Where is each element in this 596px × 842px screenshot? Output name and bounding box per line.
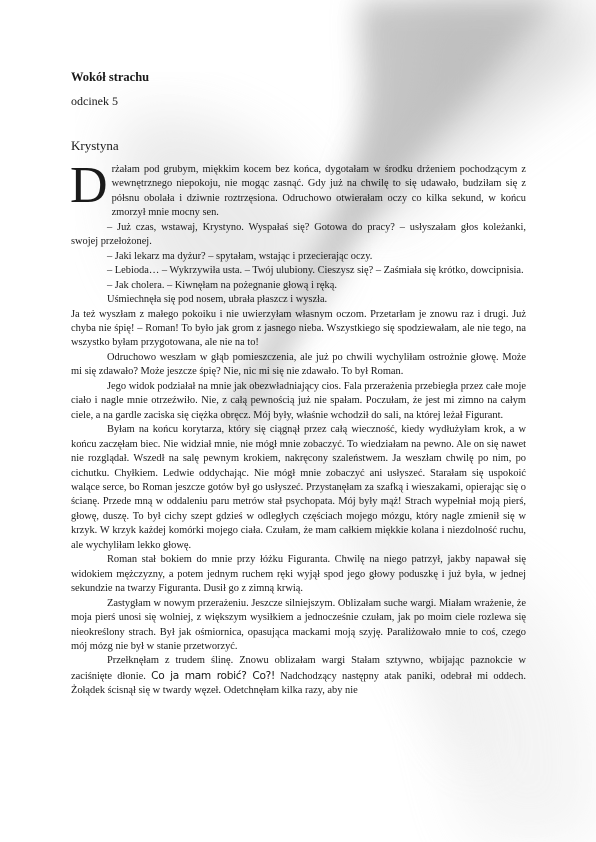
- dialogue-line: – Lebioda… – Wykrzywiła usta. – Twój ulubiony. Cieszysz się? – Zaśmiała się krótko, dowcipnisia.: [107, 265, 524, 277]
- dialogue-line: Uśmiechnęła się pod nosem, ubrała płaszcz i wyszła.: [107, 294, 328, 306]
- paragraph: Odruchowo weszłam w głąb pomieszczenia, ale już po chwili wychyliłam ostrożnie głowę. Może mi się zdawało? Może jeszcze śpię? Nie, nic mi się nie zdawało. To był Roman.: [71, 351, 526, 378]
- paragraph: Ja też wyszłam z małego pokoiku i nie uwierzyłam własnym oczom. Przetarłam je znowu raz i drugi. Już chyba nie śpię! – Roman! To było jak grom z jasnego nieba. Wszystkiego się spodziewałam, ale nie tego, na wszystko byłam przygotowana, ale nie na to!: [71, 308, 526, 349]
- paragraph: Jego widok podziałał na mnie jak obezwładniający cios. Fala przerażenia przebiegła przez całe moje ciało i nagle mnie otrzeźwiło. Nie, z całą pewnością już nie spałam. Poczułam, że jest mi zimno na całym ciele, a na gardle zaciska się ciężka obręcz. Mój były, właśnie wchodził do sali, na której leżał Figurant.: [71, 380, 526, 421]
- author-name: Krystyna: [71, 138, 119, 153]
- story-title: Wokół strachu: [71, 70, 150, 84]
- dialogue-line: – Jaki lekarz ma dyżur? – spytałam, wstając i przecierając oczy.: [107, 250, 373, 262]
- paragraph-last: [71, 654, 526, 698]
- dialogue-line: – Jak cholera. – Kiwnęłam na pożegnanie głową i ręką.: [107, 279, 337, 291]
- inner-thought: Co ja mam robić? Co?!: [151, 669, 275, 682]
- story-body: [70, 157, 526, 699]
- episode-subtitle: odcinek 5: [71, 94, 118, 108]
- paragraph-last-end: Nadchodzący następny atak paniki, odebrał mi oddech. Żołądek ścisnął się w twardy węzeł. Odetchnęłam kilka razy, aby nie: [71, 670, 526, 697]
- paragraph: Byłam na końcu korytarza, który się ciągnął przez całą wieczność, kiedy wydłużyłam krok, a w końcu zaczęłam biec. Nie widział mnie, nie mógł mnie zobaczyć. To wiedziałam na pewno. Ale on się nawet nie rozglądał. Wszedł na salę pewnym krokiem, nakręcony szaleństwem. Ja weszłam chwilę po nim, po cichutku. Chyłkiem. Ledwie oddychając. Nie mógł mnie zobaczyć ani usłyszeć. Starałam się uspokoić walące serce, bo Roman jeszcze gotów był go usłyszeć. Przystanęłam za szafką i wieszakami, opierając się o ścianę. Przede mną w oddaleniu paru metrów stał psychopata. Mój były mąż! Strach wypełniał moją pierś, głowę, duszę. To był cichy szept gdzieś w odległych częściach mojego mózgu, który nagle zmienił się w krzyk. W krzyk każdej komórki mojego ciała. Czułam, że mam całkiem miękkie kolana i niezdolność ruchu, ale wychyliłam lekko głowę.: [71, 424, 526, 551]
- dialogue-line: – Już czas, wstawaj, Krystyno. Wyspałaś się? Gotowa do pracy? – usłyszałam głos koleżanki, swojej przełożonej.: [71, 221, 526, 248]
- drop-cap: D: [70, 157, 108, 214]
- paragraph-last-start: Przełknęłam z trudem ślinę. Znowu oblizałam wargi Stałam sztywno, wbijając paznokcie w zaciśnięte dłonie.: [71, 655, 526, 682]
- opening-paragraph: [70, 157, 526, 221]
- paragraph: Zastygłam w nowym przerażeniu. Jeszcze silniejszym. Oblizałam suche wargi. Miałam wrażenie, że moja pierś unosi się wolniej, z większym wysiłkiem a jednocześnie czułam, jak po moim ciele rozlewa się nieokreślony strach. Był jak ośmiornica, opasująca mackami moją szyję. Paraliżowało mnie to coś, czego mój mózg nie był w stanie przetworzyć.: [71, 597, 526, 652]
- opening-paragraph-text: rżałam pod grubym, miękkim kocem bez końca, dygotałam w środku drżeniem pochodzącym z wewnętrznego niepokoju, nie mogąc zasnąć. Gdy już na chwilę to się udawało, budziłam się z półsnu obolała i dziwnie roztrzęsiona. Odruchowo otwierałam oczy co kilka sekund, w końcu zmorzył mnie mocny sen.: [111, 164, 526, 219]
- paragraph: Roman stał bokiem do mnie przy łóżku Figuranta. Chwilę na niego patrzył, jakby napawał się widokiem mężczyzny, a potem jednym ruchem ręki wyjął spod jego głowy poduszkę i już była, w jednej sekundzie na twarzy Figuranta. Dusił go z zimną krwią.: [71, 554, 526, 595]
